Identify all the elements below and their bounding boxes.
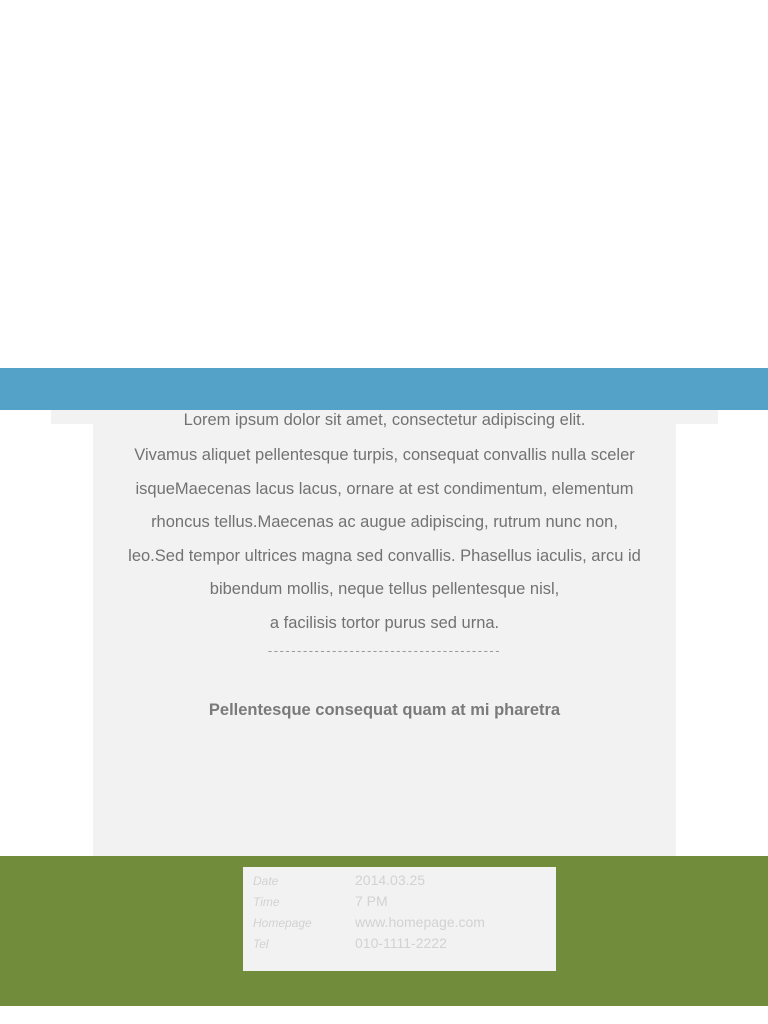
subheading: Pellentesque consequat quam at mi pharetra: [208, 701, 561, 719]
info-value-time: 7 PM: [355, 893, 388, 909]
blue-header-bar: [0, 368, 768, 410]
info-row-date: [243, 870, 556, 891]
paragraph-line: bibendum mollis, neque tellus pellentesque nisl,: [209, 580, 560, 599]
info-label-date: Date: [253, 874, 279, 888]
paragraph-line: leo.Sed tempor ultrices magna sed convallis. Phasellus iaculis, arcu id: [128, 546, 641, 565]
body-paragraph: [93, 439, 676, 641]
info-row-homepage: [243, 912, 556, 933]
info-value-homepage: www.homepage.com: [355, 914, 485, 930]
paragraph-line: rhoncus tellus.Maecenas ac augue adipiscing, rutrum nunc non,: [151, 513, 618, 532]
event-info-card: [243, 867, 556, 971]
info-label-time: Time: [253, 895, 280, 909]
header-blank-area: [0, 0, 768, 368]
info-value-date: 2014.03.25: [355, 872, 426, 888]
paragraph-line: Vivamus aliquet pellentesque turpis, consequat convallis nulla sceler: [134, 446, 635, 464]
paragraph-line: a facilisis tortor purus sed urna.: [269, 613, 500, 632]
bottom-blank-strip: [0, 1006, 768, 1024]
info-label-homepage: Homepage: [253, 916, 312, 930]
info-value-tel: 010-1111-2222: [355, 935, 447, 951]
info-row-time: [243, 891, 556, 912]
paragraph-line: isqueMaecenas lacus lacus, ornare at est condimentum, elementum: [135, 479, 634, 498]
partially-hidden-text-line: Lorem ipsum dolor sit amet, consectetur adipiscing elit.: [183, 411, 586, 429]
info-row-tel: [243, 933, 556, 954]
info-label-tel: Tel: [253, 937, 269, 951]
dashed-divider: ----------------------------------------: [267, 643, 502, 658]
